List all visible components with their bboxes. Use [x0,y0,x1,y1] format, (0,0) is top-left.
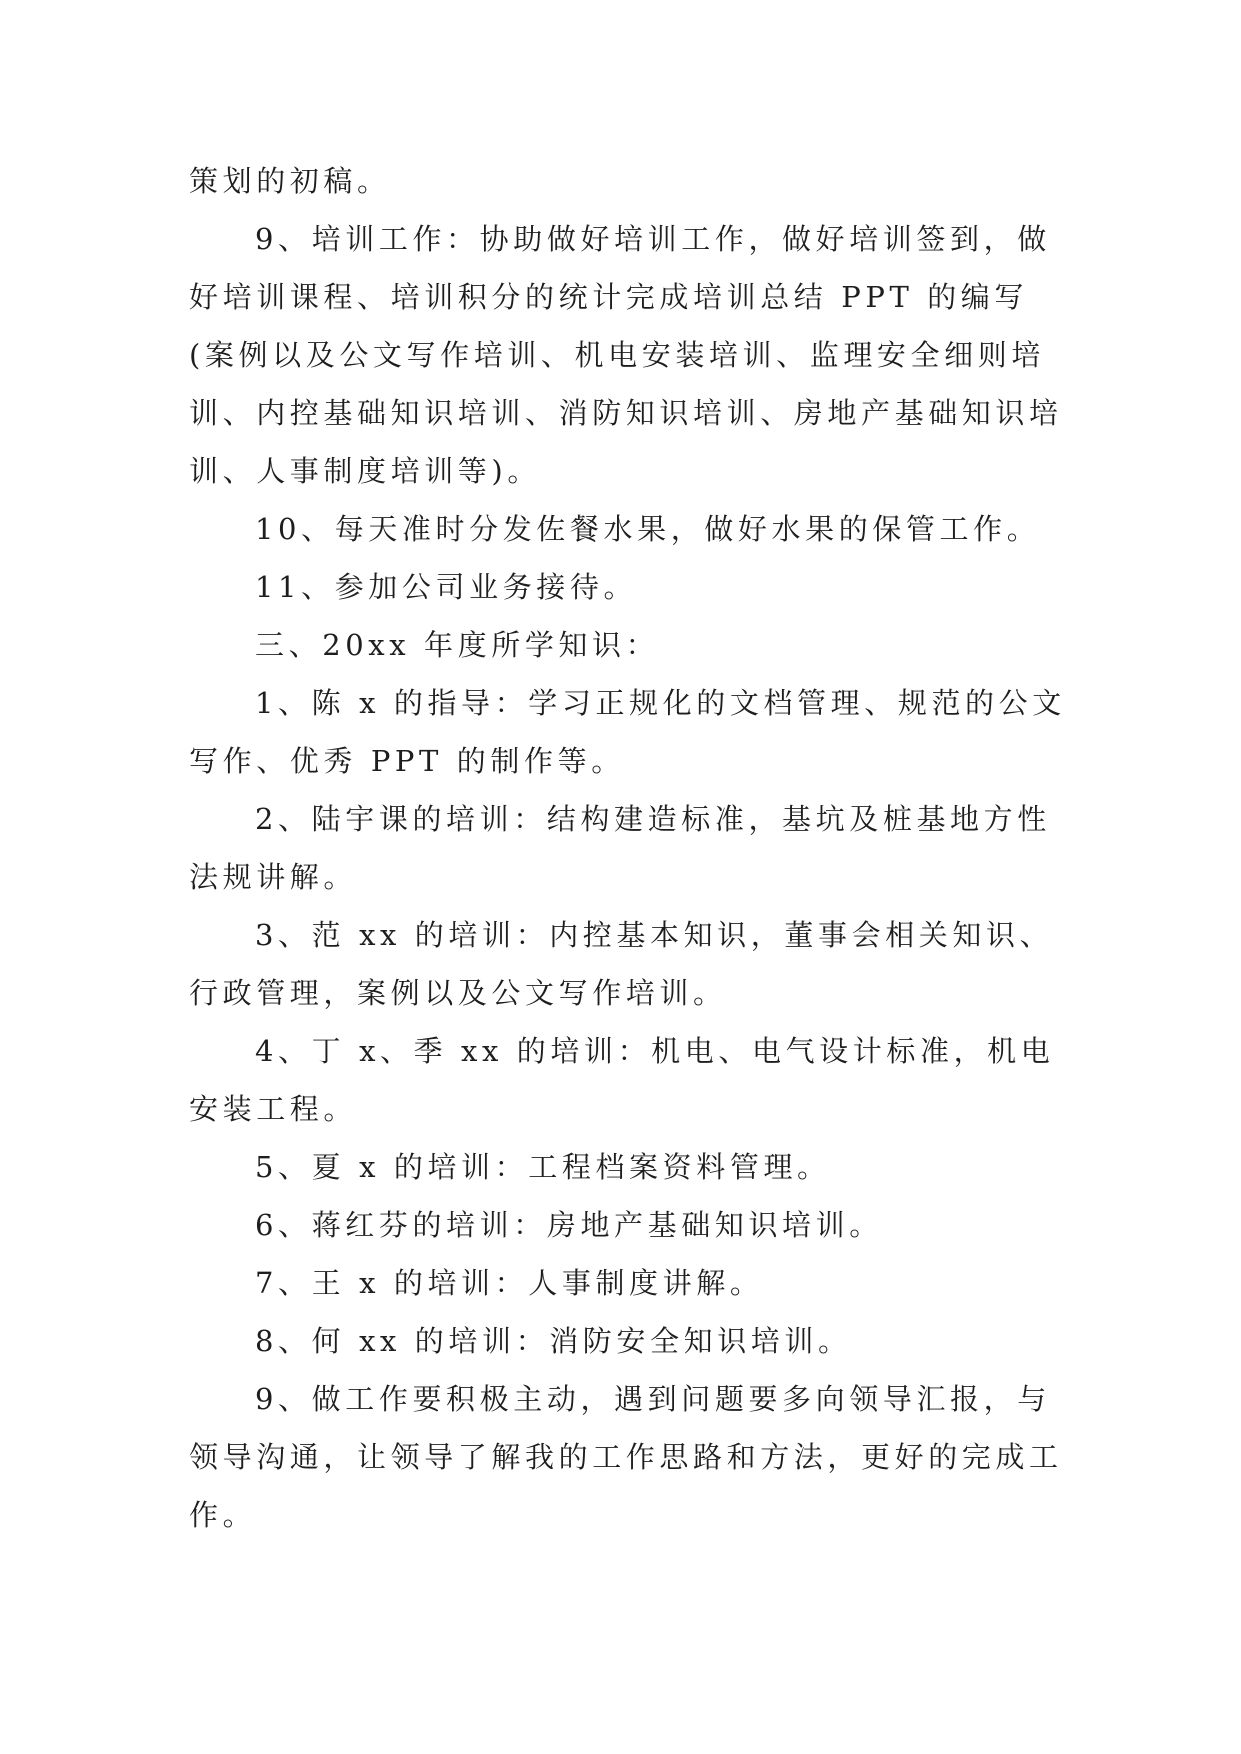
paragraph-knowledge-4: 4、丁 x、季 xx 的培训：机电、电气设计标准，机电安装工程。 [189,1034,1055,1126]
paragraph-item-10-fruit: 10、每天准时分发佐餐水果，做好水果的保管工作。 [255,512,1041,546]
document-body [189,152,1069,1544]
paragraph-knowledge-8: 8、何 xx 的培训：消防安全知识培训。 [255,1324,852,1358]
paragraph-item-11-reception: 11、参加公司业务接待。 [255,570,638,604]
paragraph-knowledge-2: 2、陆宇课的培训：结构建造标准，基坑及桩基地方性法规讲解。 [189,802,1051,894]
paragraph-knowledge-6: 6、蒋红芬的培训：房地产基础知识培训。 [255,1208,883,1242]
paragraph-knowledge-3: 3、范 xx 的培训：内控基本知识，董事会相关知识、行政管理，案例以及公文写作培训。 [189,918,1054,1010]
paragraph-knowledge-9: 9、做工作要积极主动，遇到问题要多向领导汇报，与领导沟通，让领导了解我的工作思路和方法，更好的完成工作。 [189,1382,1063,1532]
paragraph-knowledge-5: 5、夏 x 的培训：工程档案资料管理。 [255,1150,831,1184]
section-heading-knowledge: 三、20xx 年度所学知识： [255,628,660,662]
paragraph-knowledge-1: 1、陈 x 的指导：学习正规化的文档管理、规范的公文写作、优秀 PPT 的制作等。 [189,686,1066,778]
paragraph-knowledge-7: 7、王 x 的培训：人事制度讲解。 [255,1266,764,1300]
paragraph-continuation: 策划的初稿。 [189,164,391,198]
paragraph-item-9-training-work: 9、培训工作：协助做好培训工作，做好培训签到，做好培训课程、培训积分的统计完成培训总结 PPT 的编写(案例以及公文写作培训、机电安装培训、监理安全细则培训、内控基础知识培训、消防知识培训、房地产基础知识培训、人事制度培训等)。 [189,222,1063,488]
